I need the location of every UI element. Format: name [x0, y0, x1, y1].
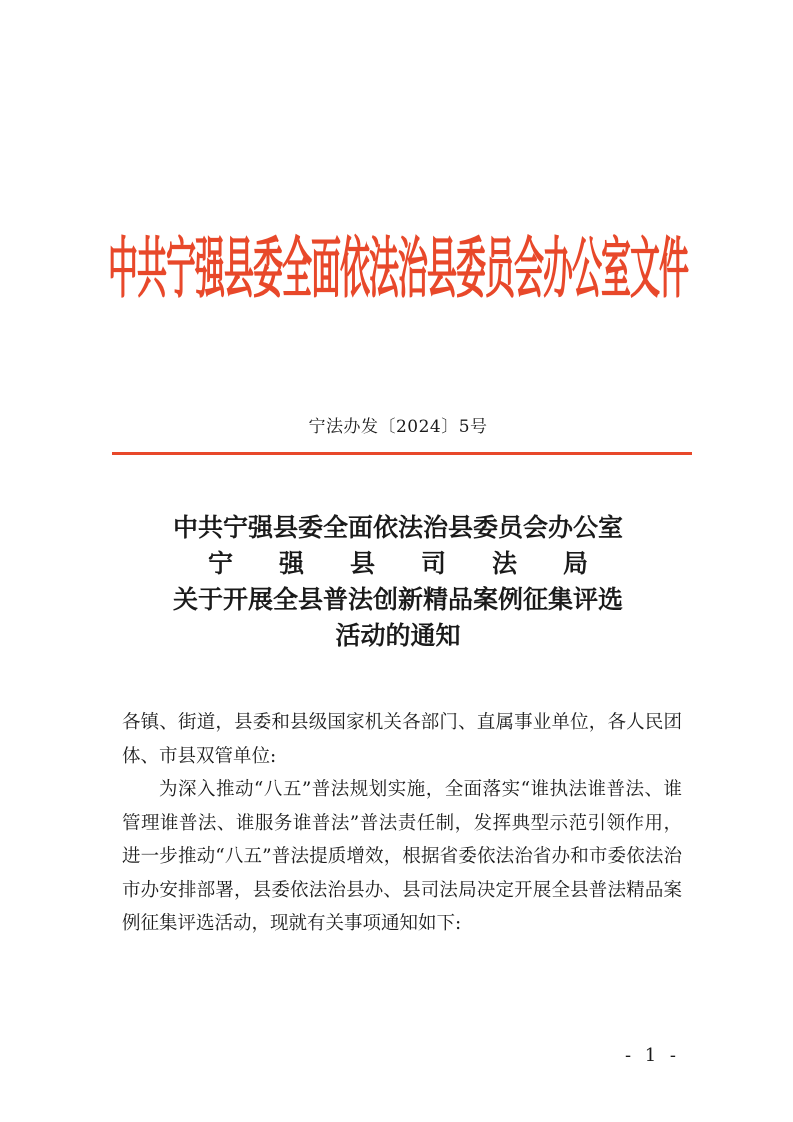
addressee-paragraph: 各镇、街道，县委和县级国家机关各部门、直属事业单位，各人民团体、市县双管单位:	[122, 712, 682, 767]
red-header-title: 中共宁强县委全面依法治县委员会办公室文件	[108, 231, 688, 309]
title-line-issuer-1: 中共宁强县委全面依法治县委员会办公室	[172, 513, 623, 542]
notice-body	[122, 706, 682, 941]
document-number: 宁法办发〔2024〕5号	[308, 417, 488, 437]
page-number: - 1 -	[624, 1045, 680, 1066]
title-line-subject-2: 活动的通知	[335, 621, 461, 650]
title-line-issuer-2: 宁强县司法局	[207, 549, 634, 578]
notice-title	[100, 510, 696, 654]
red-divider-line	[112, 452, 692, 455]
body-paragraph-1: 为深入推动“八五”普法规划实施，全面落实“谁执法谁普法、谁管理谁普法、谁服务谁普法”普法责任制，发挥典型示范引领作用，进一步推动“八五”普法提质增效，根据省委依法治省办和市委依法治市办安排部署，县委依法治县办、县司法局决定开展全县普法精品案例征集评选活动，现就有关事项通知如下:	[122, 779, 682, 934]
title-line-subject-1: 关于开展全县普法创新精品案例征集评选	[172, 585, 623, 614]
